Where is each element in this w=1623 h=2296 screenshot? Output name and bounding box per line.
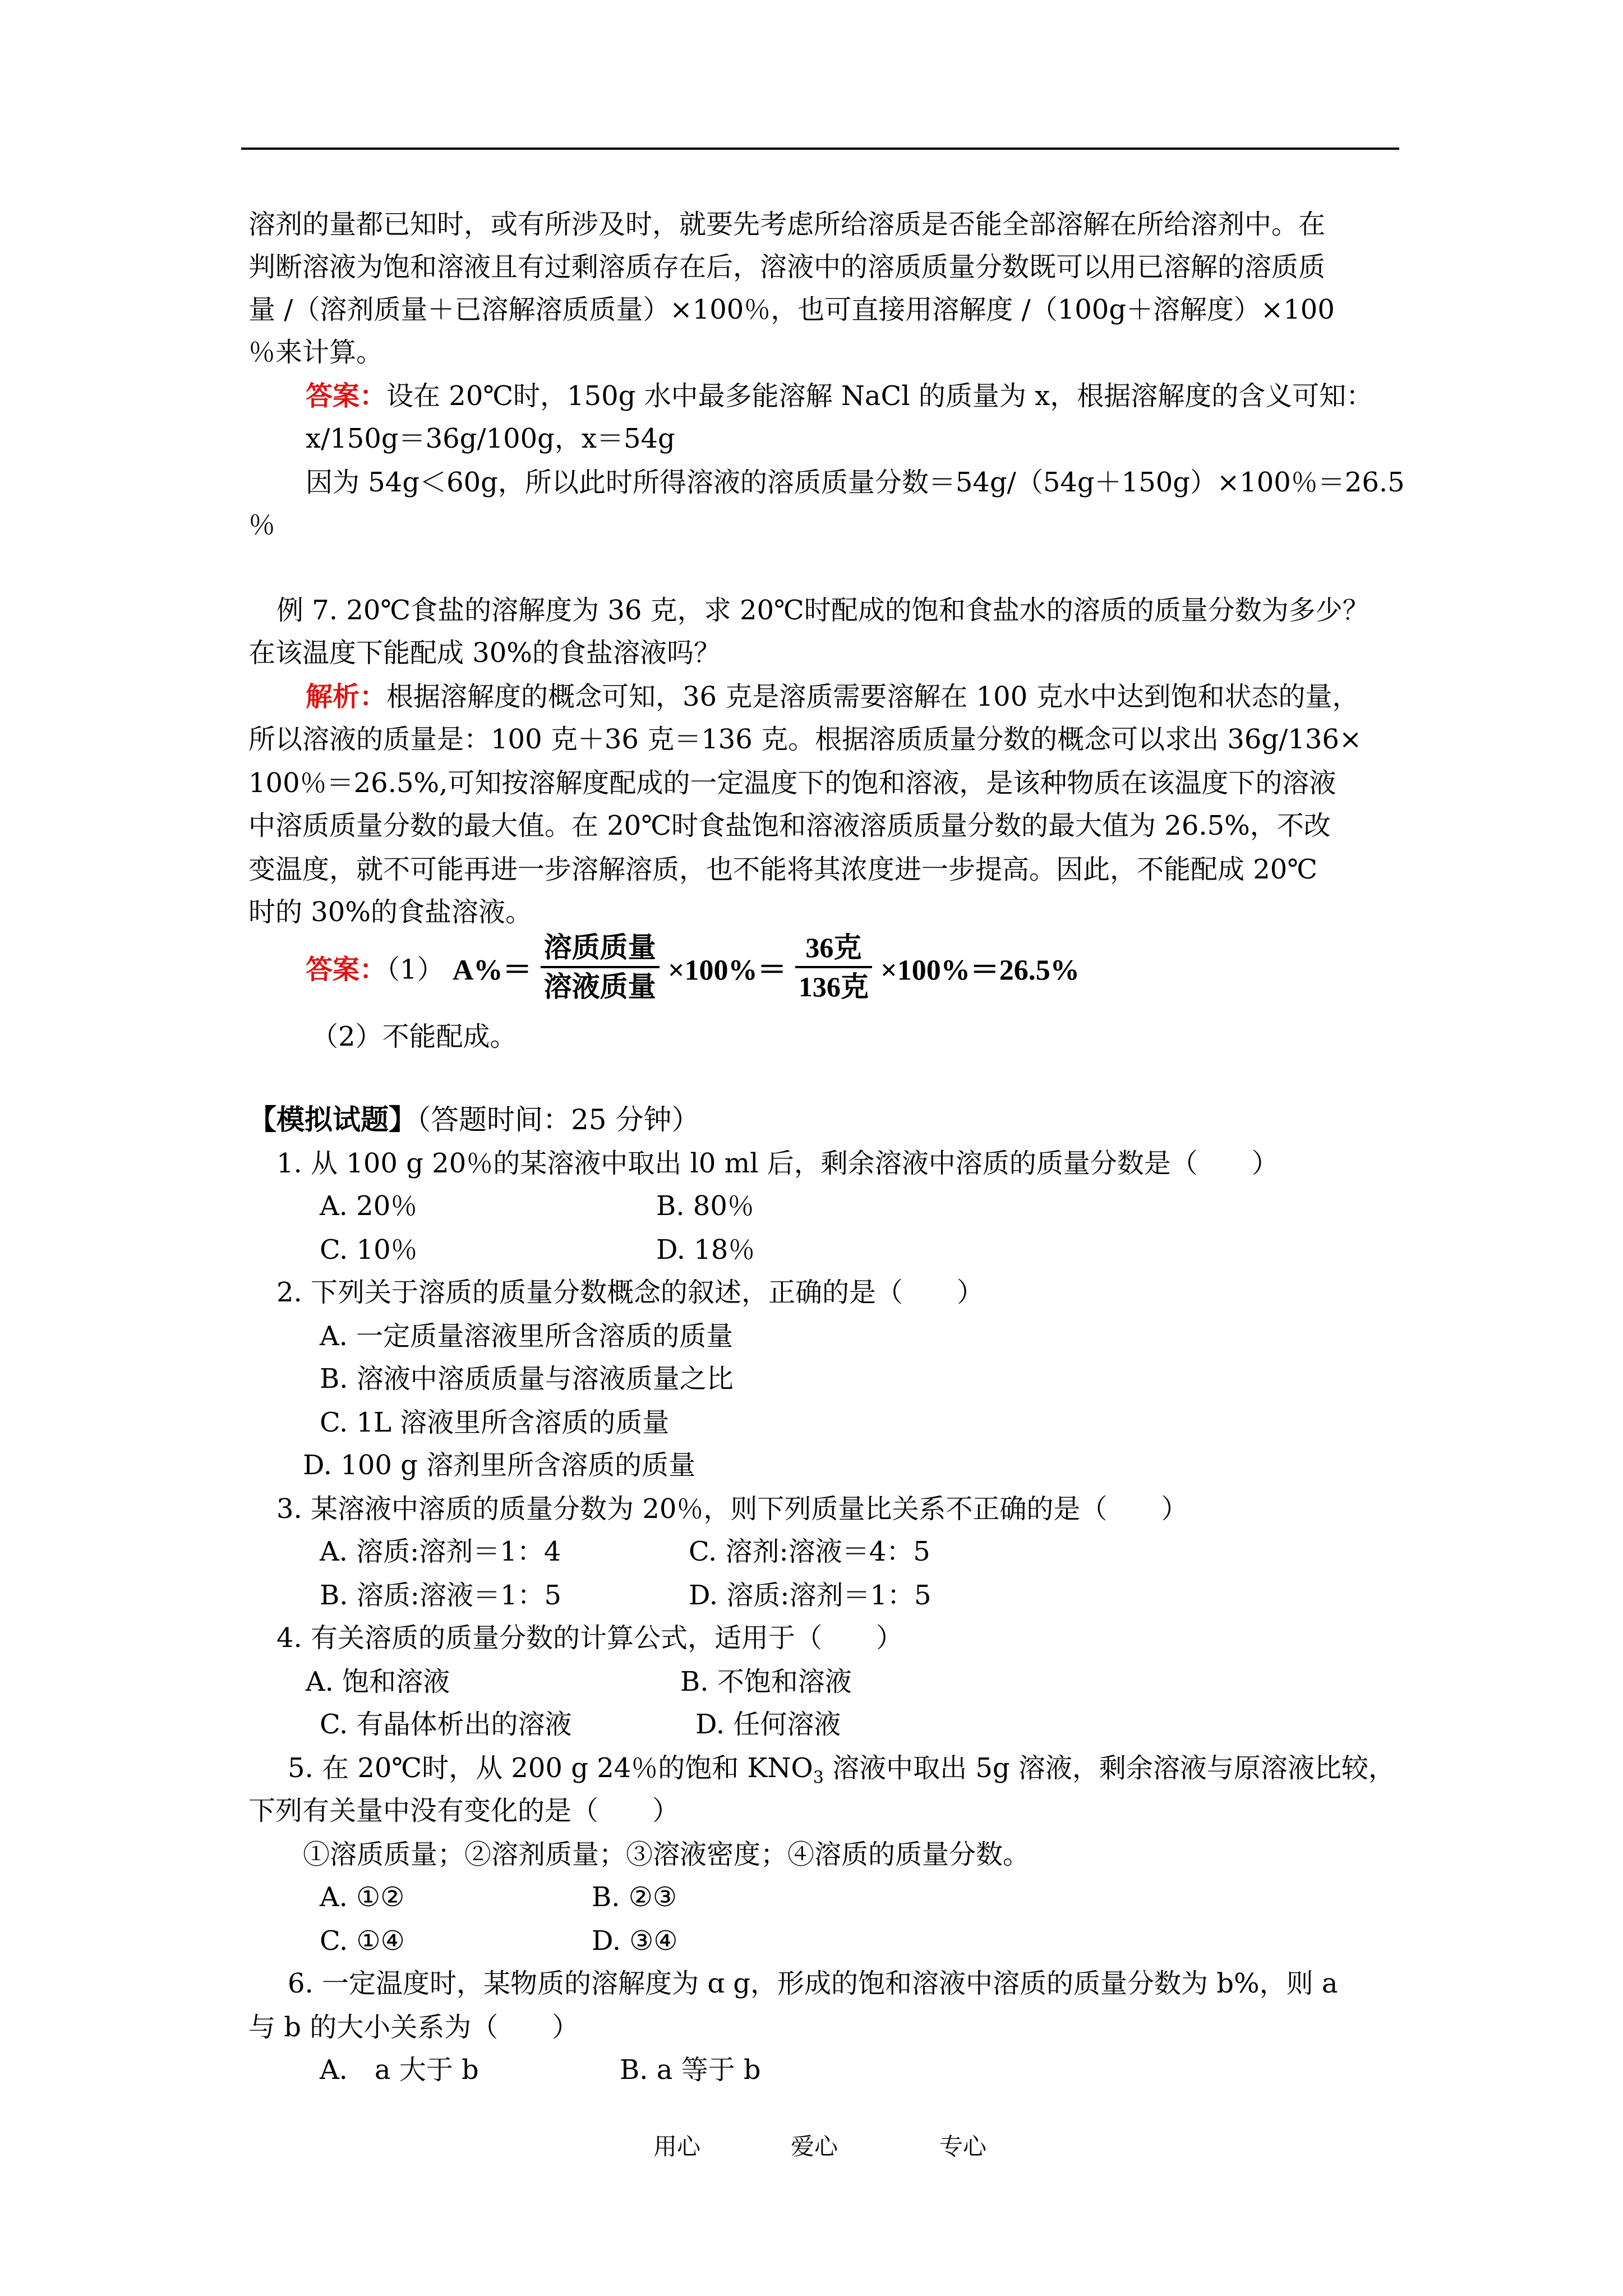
q5-option-c: C. ①④	[320, 1925, 405, 1957]
q3-option-d: D. 溶质:溶剂＝1：5	[689, 1580, 932, 1611]
question-3: 3. 某溶液中溶质的质量分数为 20％，则下列质量比关系不正确的是（ ）	[276, 1493, 1188, 1525]
question-6-line2: 与 b 的大小关系为（ ）	[248, 2012, 579, 2043]
q3-option-c: C. 溶剂:溶液＝4：5	[689, 1536, 930, 1567]
q5-stem-text: 5. 在 20℃时，从 200 g 24％的饱和 KNO	[288, 1752, 813, 1784]
fraction-denominator: 136克	[798, 971, 869, 1002]
q4-option-d: D. 任何溶液	[695, 1709, 841, 1740]
q5-stem-text: 溶液中取出 5g 溶液，剩余溶液与原溶液比较，	[823, 1752, 1395, 1784]
fraction-mass	[541, 931, 660, 1003]
q6-option-a: A. a 大于 b	[320, 2054, 479, 2086]
analysis-label: 解析：	[306, 681, 387, 712]
formula-mid: ×100%＝	[667, 954, 787, 987]
q1-option-a: A. 20％	[320, 1190, 418, 1222]
q1-option-c: C. 10％	[320, 1234, 418, 1266]
paragraph-line: 判断溶液为饱和溶液且有过剩溶质存在后，溶液中的溶质质量分数既可以用已溶解的溶质质	[248, 251, 1326, 283]
section-title: 【模拟试题】	[248, 1103, 417, 1136]
answer-line: ％	[248, 509, 276, 541]
question-6: 6. 一定温度时，某物质的溶解度为 ɑ g，形成的饱和溶液中溶质的质量分数为 b%，则 a	[288, 1968, 1338, 1999]
formula-tail: ×100%＝26.5%	[880, 954, 1080, 987]
analysis-line: 中溶质质量分数的最大值。在 20℃时食盐饱和溶液溶质质量分数的最大值为 26.5%，不改	[248, 810, 1331, 841]
paragraph-line: ％来计算。	[248, 337, 384, 368]
q5-option-b: B. ②③	[592, 1881, 677, 1913]
question-5-line2: 下列有关量中没有变化的是（ ）	[248, 1795, 680, 1826]
answer-text: 设在 20℃时，150g 水中最多能溶解 NaCl 的质量为 x，根据溶解度的含义可知：	[386, 380, 1373, 412]
formula-lhs: A%＝	[452, 954, 532, 987]
analysis-text: 根据溶解度的概念可知，36 克是溶质需要溶解在 100 克水中达到饱和状态的量，	[386, 681, 1359, 712]
answer-line: x/150g＝36g/100g，x＝54g	[306, 423, 675, 454]
section-time: （答题时间：25 分钟）	[417, 1103, 700, 1136]
q4-option-c: C. 有晶体析出的溶液	[320, 1709, 572, 1740]
fraction-denominator: 溶液质量	[543, 971, 656, 1002]
q2-option-b: B. 溶液中溶质质量与溶液质量之比	[320, 1363, 734, 1395]
q6-option-b: B. a 等于 b	[620, 2054, 761, 2086]
footer-text: 专心	[939, 2133, 987, 2160]
q4-option-a: A. 饱和溶液	[306, 1666, 450, 1697]
answer-part2: （2）不能配成。	[311, 1021, 517, 1052]
question-4: 4. 有关溶质的质量分数的计算公式，适用于（ ）	[276, 1622, 903, 1654]
q5-option-a: A. ①②	[320, 1881, 405, 1913]
q2-option-c: C. 1L 溶液里所含溶质的质量	[320, 1407, 670, 1438]
paragraph-line: 溶剂的量都已知时，或有所涉及时，就要先考虑所给溶质是否能全部溶解在所给溶剂中。在	[248, 209, 1326, 240]
q1-option-d: D. 18％	[656, 1234, 755, 1266]
q4-option-b: B. 不饱和溶液	[680, 1666, 852, 1697]
answer-line: 因为 54g＜60g，所以此时所得溶液的溶质质量分数＝54g/（54g＋150g）×100％＝26.5	[306, 467, 1405, 498]
answer-formula	[306, 931, 1080, 1003]
q5-items: ①溶质质量；②溶剂质量；③溶液密度；④溶质的质量分数。	[303, 1839, 1030, 1870]
fraction-values	[795, 931, 872, 1003]
question-2: 2. 下列关于溶质的质量分数概念的叙述，正确的是（ ）	[276, 1277, 984, 1308]
analysis-line: 变温度，就不可能再进一步溶解溶质，也不能将其浓度进一步提高。因此，不能配成 20℃	[248, 854, 1318, 885]
q5-subscript: 3	[813, 1768, 824, 1788]
answer-label: 答案：	[306, 380, 387, 412]
paragraph-line: 量 /（溶剂质量＋已溶解溶质质量）×100％，也可直接用溶解度 /（100g＋溶解度）×100	[248, 294, 1335, 325]
q3-option-a: A. 溶质:溶剂＝1：4	[320, 1536, 561, 1567]
answer-line	[306, 375, 1373, 417]
q2-option-d: D. 100 g 溶剂里所含溶质的质量	[303, 1450, 696, 1481]
example-line: 在该温度下能配成 30%的食盐溶液吗？	[248, 637, 721, 669]
q1-option-b: B. 80％	[656, 1190, 754, 1222]
answer-label: 答案：	[306, 954, 387, 986]
example-title: 例 7. 20℃食盐的溶解度为 36 克，求 20℃时配成的饱和食盐水的溶质的质量分数为多少？	[276, 595, 1370, 626]
part-prefix: （1）	[386, 954, 444, 986]
header-rule	[241, 148, 1399, 150]
q5-option-d: D. ③④	[592, 1925, 678, 1957]
analysis-line	[306, 675, 1359, 718]
question-1: 1. 从 100 g 20％的某溶液中取出 l0 ml 后，剩余溶液中溶质的质量分数是（ ）	[276, 1148, 1279, 1179]
fraction-numerator: 36克	[795, 931, 872, 968]
footer-text: 用心	[653, 2133, 701, 2160]
analysis-line: 所以溶液的质量是：100 克＋36 克＝136 克。根据溶质质量分数的概念可以求出 36g/136×	[248, 724, 1362, 755]
section-heading	[248, 1098, 700, 1141]
q3-option-b: B. 溶质:溶液＝1：5	[320, 1580, 562, 1611]
fraction-numerator: 溶质质量	[541, 931, 660, 968]
analysis-line: 时的 30%的食盐溶液。	[248, 896, 532, 928]
analysis-line: 100％＝26.5%,可知按溶解度配成的一定温度下的饱和溶液，是该种物质在该温度下的溶液	[248, 767, 1336, 799]
q2-option-a: A. 一定质量溶液里所含溶质的质量	[320, 1320, 734, 1352]
footer-text: 爱心	[791, 2133, 838, 2160]
